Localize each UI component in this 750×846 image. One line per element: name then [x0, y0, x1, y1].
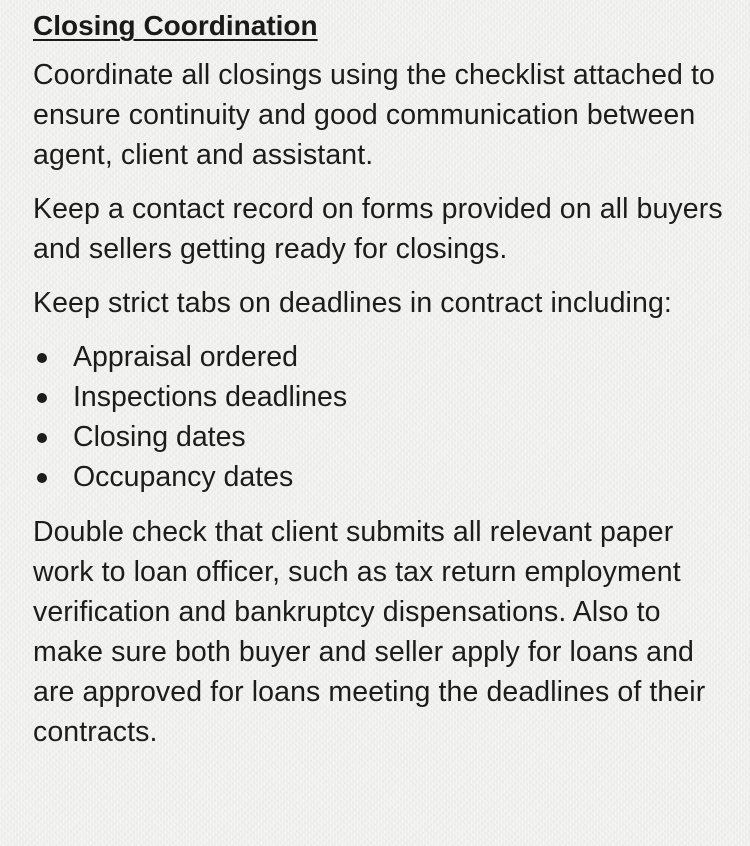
paragraph-deadlines-intro: Keep strict tabs on deadlines in contract including: — [33, 287, 672, 319]
paragraph-double-check: Double check that client submits all relevant paper work to loan officer, such as tax return employment verification and bankruptcy dispensations. Also to make sure both buyer and seller apply for loans and are approved for loans meeting the deadlines of their contracts. — [33, 516, 706, 748]
bullet-icon — [37, 393, 47, 403]
bullet-icon — [37, 433, 47, 443]
page-title: Closing Coordination — [33, 10, 318, 41]
list-item-label: Closing dates — [73, 421, 246, 453]
bullet-icon — [37, 473, 47, 483]
list-item — [33, 337, 733, 377]
list-item-label: Inspections deadlines — [73, 381, 348, 413]
paragraph-contact-record: Keep a contact record on forms provided on all buyers and sellers getting ready for closings. — [33, 193, 723, 265]
list-item-label: Occupancy dates — [73, 461, 294, 493]
paragraph-coordinate-closings: Coordinate all closings using the checklist attached to ensure continuity and good communication between agent, client and assistant. — [33, 59, 715, 171]
list-item — [33, 377, 733, 417]
deadline-list — [33, 337, 733, 497]
list-item-label: Appraisal ordered — [73, 341, 298, 373]
list-item — [33, 457, 733, 497]
document-page — [33, 6, 733, 766]
list-item — [33, 417, 733, 457]
bullet-icon — [37, 353, 47, 363]
